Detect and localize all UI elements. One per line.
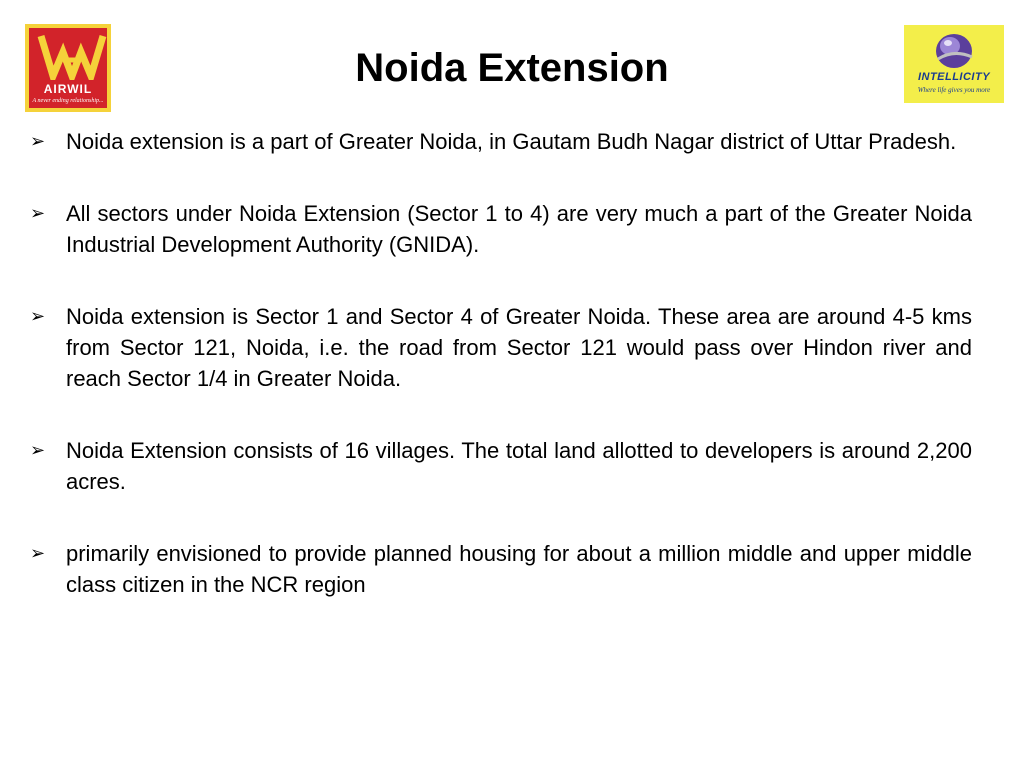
bullet-item [30, 435, 972, 497]
airwil-brand-text: AIRWIL [43, 82, 93, 96]
arrow-bullet-icon: ➢ [30, 543, 46, 563]
arrow-bullet-icon: ➢ [30, 440, 46, 460]
bullet-item [30, 126, 972, 157]
bullet-item [30, 538, 972, 600]
arrow-bullet-icon: ➢ [30, 131, 46, 151]
bullet-text: primarily envisioned to provide planned housing for about a million middle and upper middle class citizen in the NCR region [66, 541, 972, 597]
intellicity-brand-text: INTELLICITY [917, 71, 991, 83]
airwil-tagline: A never ending relationship... [32, 98, 104, 104]
page-title: Noida Extension [355, 46, 669, 90]
bullet-list [30, 126, 972, 641]
intellicity-tagline: Where life gives you more [917, 86, 991, 94]
bullet-item [30, 198, 972, 260]
bullet-text: Noida extension is Sector 1 and Sector 4 of Greater Noida. These area are around 4-5 kms from Sector 121, Noida, i.e. the road from Sector 121 would pass over Hindon river and reach Sector 1/4 in Greater Noida. [66, 304, 972, 391]
bullet-text: All sectors under Noida Extension (Sector 1 to 4) are very much a part of the Greater Noida Industrial Development Authority (GNIDA). [66, 201, 972, 257]
intellicity-logo [904, 25, 1004, 103]
bullet-text: Noida extension is a part of Greater Noida, in Gautam Budh Nagar district of Uttar Pradesh. [66, 129, 957, 154]
arrow-bullet-icon: ➢ [30, 306, 46, 326]
bullet-text: Noida Extension consists of 16 villages. The total land allotted to developers is around 2,200 acres. [66, 438, 972, 494]
arrow-bullet-icon: ➢ [30, 203, 46, 223]
intellicity-logo-icon [932, 29, 976, 71]
bullet-item [30, 301, 972, 394]
